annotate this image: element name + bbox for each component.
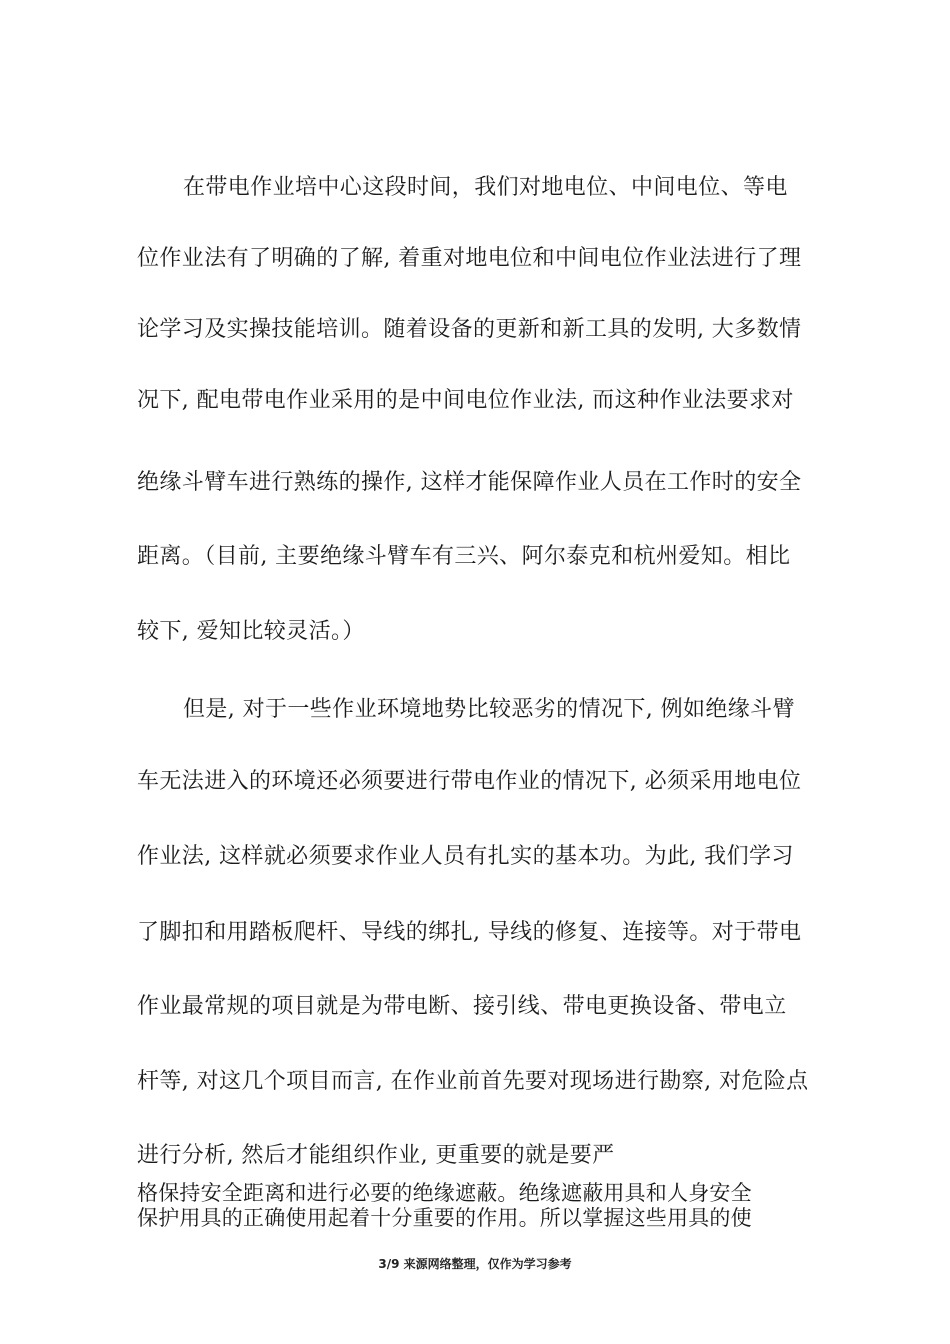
- paragraph-2-line-2: 车无法进入的环境还必须要进行带电作业的情况下, 必须采用地电位: [137, 769, 802, 794]
- paragraph-1-line-3: 论学习及实操技能培训。随着设备的更新和新工具的发明, 大多数情: [137, 317, 802, 342]
- paragraph-2-line-5: 作业最常规的项目就是为带电断、接引线、带电更换设备、带电立: [137, 994, 787, 1019]
- paragraph-1-line-6: 距离。（目前, 主要绝缘斗臂车有三兴、阿尔泰克和杭州爱知。相比: [137, 544, 791, 569]
- paragraph-2-line-4: 了脚扣和用踏板爬杆、导线的绑扎, 导线的修复、连接等。对于带电: [137, 920, 802, 945]
- paragraph-1-line-4: 况下, 配电带电作业采用的是中间电位作业法, 而这种作业法要求对: [137, 388, 794, 413]
- paragraph-2-line-1: 但是, 对于一些作业环境地势比较恶劣的情况下, 例如绝缘斗臂: [183, 697, 795, 722]
- continuation-line-2: 保护用具的正确使用起着十分重要的作用。所以掌握这些用具的使: [137, 1206, 752, 1230]
- paragraph-1-line-5: 绝缘斗臂车进行熟练的操作, 这样才能保障作业人员在工作时的安全: [137, 470, 802, 495]
- paragraph-1-line-7: 较下, 爱知比较灵活。）: [137, 619, 365, 644]
- paragraph-2-line-6: 杆等, 对这几个项目而言, 在作业前首先要对现场进行勘察, 对危险点: [137, 1069, 809, 1094]
- paragraph-2-line-3: 作业法, 这样就必须要求作业人员有扎实的基本功。为此, 我们学习: [137, 844, 794, 869]
- continuation-line-1: 格保持安全距离和进行必要的绝缘遮蔽。绝缘遮蔽用具和人身安全: [137, 1181, 752, 1205]
- paragraph-1-line-2: 位作业法有了明确的了解, 着重对地电位和中间电位作业法进行了理: [137, 246, 802, 271]
- page-footer: 3/9 来源网络整理，仅作为学习参考: [378, 1257, 572, 1271]
- paragraph-2-line-7: 进行分析, 然后才能组织作业, 更重要的就是要严: [137, 1143, 615, 1168]
- paragraph-1-line-1: 在带电作业培中心这段时间，我们对地电位、中间电位、等电: [183, 175, 788, 200]
